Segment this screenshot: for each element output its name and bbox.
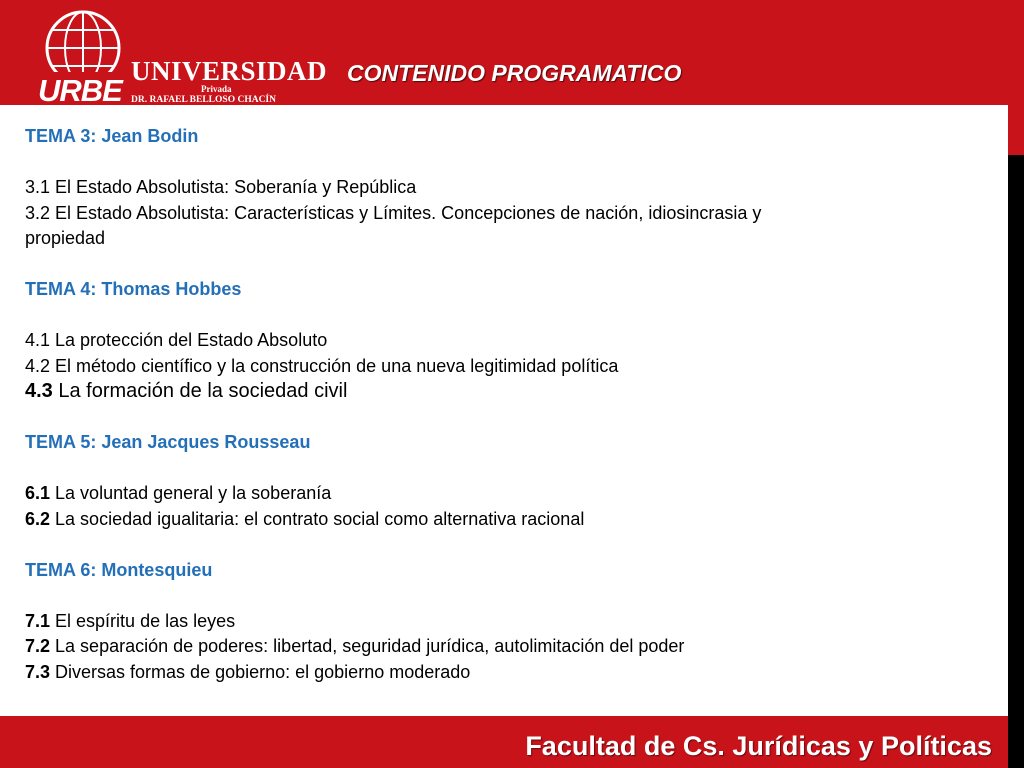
tema3-item-2-cont: propiedad bbox=[25, 228, 106, 248]
tema3-item-1: 3.1 El Estado Absolutista: Soberanía y República bbox=[25, 177, 417, 197]
tema6-item-3 bbox=[25, 660, 985, 686]
item-text: La separación de poderes: libertad, seguridad jurídica, autolimitación del poder bbox=[50, 636, 685, 656]
header-bar bbox=[0, 0, 1008, 105]
item-text: La voluntad general y la soberanía bbox=[50, 483, 332, 503]
item-number: 7.1 bbox=[25, 610, 51, 631]
tema5-heading: TEMA 5: Jean Jacques Rousseau bbox=[25, 432, 311, 452]
tema4-item-2: 4.2 El método científico y la construcción de una nueva legitimidad política bbox=[25, 355, 619, 376]
spacer bbox=[25, 405, 985, 431]
faculty-name: Facultad de Cs. Jurídicas y Políticas bbox=[525, 731, 992, 761]
urbe-logo-text: URBE bbox=[38, 73, 122, 104]
item-text: La sociedad igualitaria: el contrato social como alternativa racional bbox=[50, 508, 585, 529]
spacer bbox=[25, 303, 985, 329]
item-number: 7.3 bbox=[25, 661, 51, 682]
page-title: CONTENIDO PROGRAMATICO bbox=[347, 60, 682, 86]
spacer bbox=[25, 252, 985, 278]
tema6-item-1 bbox=[25, 609, 985, 635]
university-privada: Privada bbox=[201, 84, 232, 94]
content-body bbox=[25, 124, 985, 685]
tema3-heading: TEMA 3: Jean Bodin bbox=[25, 126, 199, 146]
item-number: 6.1 bbox=[25, 483, 51, 503]
tema4-item-1: 4.1 La protección del Estado Absoluto bbox=[25, 330, 328, 350]
spacer bbox=[25, 532, 985, 558]
tema6-item-2 bbox=[25, 634, 985, 660]
footer-bar bbox=[0, 716, 1008, 768]
item-text: Diversas formas de gobierno: el gobierno moderado bbox=[50, 661, 471, 682]
right-edge-strip bbox=[1008, 0, 1024, 768]
university-subtitle: DR. RAFAEL BELLOSO CHACÍN bbox=[131, 95, 276, 105]
university-name: UNIVERSIDAD bbox=[131, 56, 328, 86]
item-text: El espíritu de las leyes bbox=[50, 610, 236, 631]
spacer bbox=[25, 583, 985, 609]
item-text: La formación de la sociedad civil bbox=[52, 380, 348, 402]
tema5-item-2 bbox=[25, 507, 985, 533]
spacer bbox=[25, 150, 985, 176]
university-logo bbox=[38, 8, 328, 105]
urbe-logo-icon bbox=[38, 72, 128, 104]
tema4-heading: TEMA 4: Thomas Hobbes bbox=[25, 279, 242, 299]
tema6-heading: TEMA 6: Montesquieu bbox=[25, 559, 213, 580]
spacer bbox=[25, 456, 985, 482]
tema3-item-2: 3.2 El Estado Absolutista: Características y Límites. Concepciones de nación, idiosincrasia y bbox=[25, 202, 762, 223]
tema5-item-1 bbox=[25, 481, 985, 507]
tema4-item-3 bbox=[25, 379, 985, 405]
right-strip-black bbox=[1008, 155, 1024, 768]
item-number: 6.2 bbox=[25, 508, 51, 529]
item-number: 7.2 bbox=[25, 636, 51, 656]
right-strip-red bbox=[1008, 0, 1024, 155]
item-number: 4.3 bbox=[25, 380, 53, 402]
